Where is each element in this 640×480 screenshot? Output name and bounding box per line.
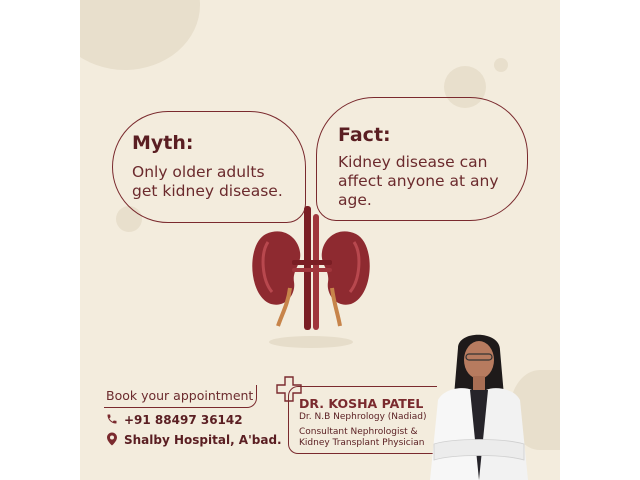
myth-text-line2: get kidney disease. xyxy=(132,182,283,200)
decorative-circle xyxy=(494,58,508,72)
fact-text-line2: affect anyone at any xyxy=(338,172,499,190)
doctor-qualification: Dr. N.B Nephrology (Nadiad) xyxy=(299,412,427,422)
fact-text-line3: age. xyxy=(338,191,372,209)
phone-icon xyxy=(106,413,120,428)
fact-text-line1: Kidney disease can xyxy=(338,153,488,171)
doctor-name: DR. KOSHA PATEL xyxy=(299,396,424,411)
doctor-role-line2: Kidney Transplant Physician xyxy=(299,438,425,448)
doctor-role-line1: Consultant Nephrologist & xyxy=(299,427,418,437)
phone-number: +91 88497 36142 xyxy=(124,413,243,427)
phone-contact[interactable] xyxy=(106,413,243,428)
myth-title: Myth: xyxy=(132,132,194,154)
location-pin-icon xyxy=(106,432,120,449)
kidney-illustration xyxy=(246,204,376,354)
fact-title: Fact: xyxy=(338,124,391,146)
book-appointment-label: Book your appointment xyxy=(106,388,254,403)
doctor-photo xyxy=(424,326,534,480)
location-text: Shalby Hospital, A'bad. xyxy=(124,433,282,447)
location-contact[interactable] xyxy=(106,432,282,449)
decorative-circle xyxy=(80,0,200,70)
myth-text-line1: Only older adults xyxy=(132,163,265,181)
poster xyxy=(80,0,560,480)
